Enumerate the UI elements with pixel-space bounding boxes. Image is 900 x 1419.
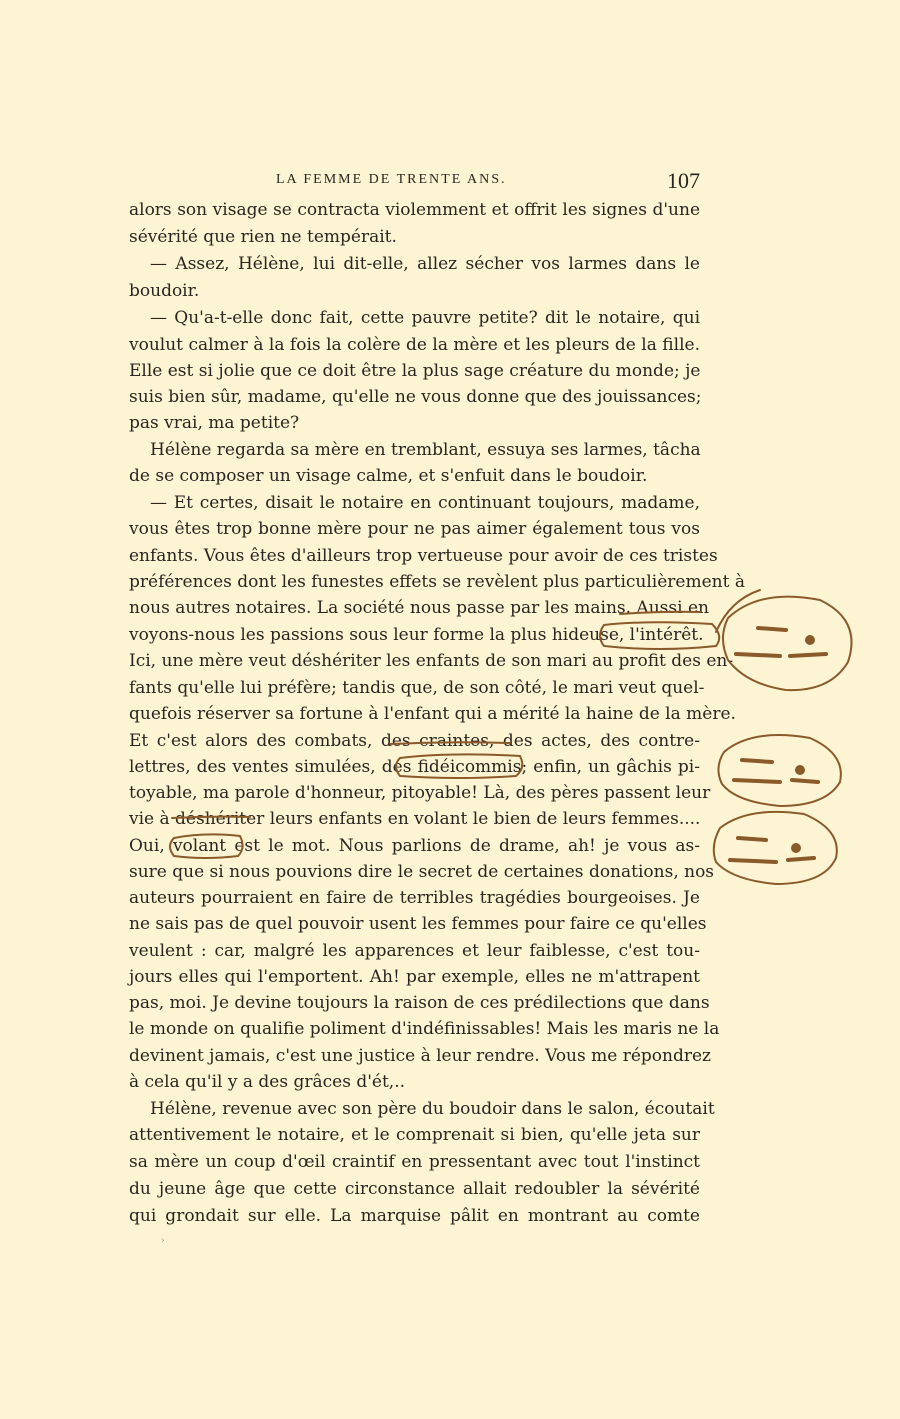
page-number: 107	[667, 168, 700, 193]
text-line: préférences dont les funestes effets se revèlent plus particulièrement à	[129, 572, 745, 592]
text-line: pas vrai, ma petite?	[129, 413, 300, 433]
text-line: Oui, volant est le mot. Nous parlions de drame, ah! je vous as-	[129, 836, 700, 856]
text-line: pas, moi. Je devine toujours la raison de ces prédilections que dans	[129, 993, 710, 1013]
circle-mark	[600, 622, 719, 649]
scribble-mark	[807, 637, 813, 643]
text-line: vie à déshériter leurs enfants en volant le bien de leurs femmes....	[129, 809, 701, 829]
text-line: auteurs pourraient en faire de terribles tragédies bourgeoises. Je	[129, 888, 700, 908]
scribble-mark	[742, 760, 772, 762]
text-line: devinent jamais, c'est une justice à leur rendre. Vous me répondrez	[129, 1046, 712, 1066]
scribble-mark	[730, 858, 814, 862]
text-line: nous autres notaires. La société nous passe par les mains. Aussi en	[129, 598, 709, 618]
text-line: veulent : car, malgré les apparences et leur faiblesse, c'est tou-	[129, 941, 700, 961]
text-line: Et c'est alors des combats, des craintes, des actes, des contre-	[129, 731, 700, 751]
text-line: Ici, une mère veut déshériter les enfants de son mari au profit des en-	[129, 651, 734, 671]
text-line: Hélène, revenue avec son père du boudoir dans le salon, écoutait	[150, 1099, 715, 1119]
margin-oval-mark	[714, 812, 837, 884]
text-line: boudoir.	[129, 281, 200, 301]
text-line: sure que si nous pouvions dire le secret de certaines donations, nos	[129, 862, 715, 882]
scribble-mark	[797, 767, 803, 773]
text-line: Elle est si jolie que ce doit être la plus sage créature du monde; je	[129, 361, 701, 381]
text-line: toyable, ma parole d'honneur, pitoyable! Là, des pères passent leur	[129, 783, 711, 803]
text-line: — Qu'a-t-elle donc fait, cette pauvre petite? dit le notaire, qui	[150, 308, 700, 328]
scribble-mark	[736, 654, 826, 656]
text-line: de se composer un visage calme, et s'enfuit dans le boudoir.	[129, 466, 648, 486]
circle-mark	[170, 834, 243, 858]
text-line: jours elles qui l'emportent. Ah! par exemple, elles ne m'attrapent	[129, 967, 700, 987]
scribble-mark	[758, 628, 786, 630]
running-title: LA FEMME DE TRENTE ANS.	[276, 172, 507, 187]
text-line: quefois réserver sa fortune à l'enfant qui a mérité la haine de la mère.	[129, 704, 736, 724]
text-line: sa mère un coup d'œil craintif en pressentant avec tout l'instinct	[129, 1152, 700, 1172]
circle-mark	[396, 754, 522, 778]
text-line: — Assez, Hélène, lui dit-elle, allez sécher vos larmes dans le	[150, 254, 700, 274]
text-line: sévérité que rien ne tempérait.	[129, 227, 397, 247]
text-line: Hélène regarda sa mère en tremblant, essuya ses larmes, tâcha	[150, 440, 701, 460]
text-line: voulut calmer à la fois la colère de la mère et les pleurs de la fille.	[129, 335, 700, 355]
margin-oval-mark	[718, 735, 840, 806]
text-line: fants qu'elle lui préfère; tandis que, de son côté, le mari veut quel-	[129, 678, 705, 698]
text-line: ne sais pas de quel pouvoir usent les femmes pour faire ce qu'elles	[129, 914, 707, 934]
text-line: vous êtes trop bonne mère pour ne pas aimer également tous vos	[129, 519, 700, 539]
text-line: — Et certes, disait le notaire en continuant toujours, madame,	[150, 493, 700, 513]
underline-mark	[620, 612, 700, 614]
text-line: enfants. Vous êtes d'ailleurs trop vertueuse pour avoir de ces tristes	[129, 546, 718, 566]
text-line: suis bien sûr, madame, qu'elle ne vous donne que des jouissances;	[129, 387, 702, 407]
text-line: voyons-nous les passions sous leur forme la plus hideuse, l'intérêt.	[129, 625, 704, 645]
text-line: attentivement le notaire, et le comprenait si bien, qu'elle jeta sur	[129, 1125, 700, 1145]
scribble-mark	[734, 780, 818, 782]
scribble-mark	[738, 838, 766, 840]
text-line: à cela qu'il y a des grâces d'ét,..	[129, 1072, 406, 1092]
text-line: le monde on qualifie poliment d'indéfinissables! Mais les maris ne la	[129, 1019, 720, 1039]
underline-mark	[172, 817, 250, 818]
text-line: du jeune âge que cette circonstance allait redoubler la sévérité	[129, 1179, 700, 1199]
margin-oval-mark	[723, 597, 852, 691]
underline-mark	[390, 742, 510, 744]
text-line: lettres, des ventes simulées, des fidéicommis; enfin, un gâchis pi-	[129, 757, 700, 777]
scribble-mark	[793, 845, 799, 851]
text-line: qui grondait sur elle. La marquise pâlit en montrant au comte	[129, 1206, 700, 1226]
text-line: alors son visage se contracta violemment et offrit les signes d'une	[129, 200, 700, 220]
stray-mark: ›	[161, 1236, 165, 1246]
